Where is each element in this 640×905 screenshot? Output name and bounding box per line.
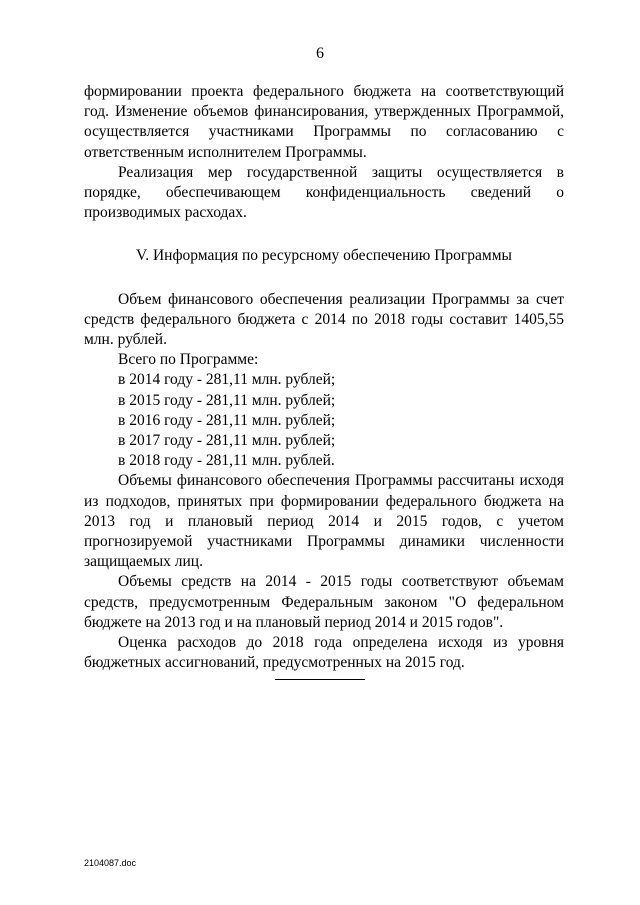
list-item: в 2018 году - 281,11 млн. рублей. (118, 452, 335, 470)
end-divider (275, 679, 365, 680)
section-heading: V. Информация по ресурсному обеспечению Программы (136, 247, 512, 265)
paragraph-federal-law: Объемы средств на 2014 - 2015 годы соответствуют объемам средств, предусмотренным Федеральным законом "О федеральном бюджете на 2013 год и на плановый период 2014 и 2015 годов". (84, 573, 564, 631)
paragraph-confidentiality: Реализация мер государственной защиты осуществляется в порядке, обеспечивающем конфиденциальность сведений о производимых расходах. (84, 163, 564, 222)
document-filename: 2104087.doc (84, 858, 137, 868)
list-intro: Всего по Программе: (118, 351, 259, 369)
funding-by-year-list (84, 370, 564, 471)
paragraph-continuation: формировании проекта федерального бюджета на соответствующий год. Изменение объемов финансирования, утвержденных Программой, осуществляется участниками Программы по согласованию с ответственным исполнителем Программы. (84, 83, 564, 161)
paragraph-estimate-2018: Оценка расходов до 2018 года определена исходя из уровня бюджетных ассигнований, предусмотренных на 2015 год. (84, 634, 564, 672)
list-item: в 2017 году - 281,11 млн. рублей; (118, 432, 336, 450)
document-body (84, 82, 564, 673)
list-item: в 2014 году - 281,11 млн. рублей; (118, 371, 336, 389)
list-item: в 2016 году - 281,11 млн. рублей; (118, 411, 336, 429)
paragraph-total-funding: Объем финансового обеспечения реализации Программы за счет средств федерального бюджета с 2014 по 2018 годы составит 1405,55 млн. рублей. (84, 290, 564, 349)
paragraph-calculation-basis: Объемы финансового обеспечения Программы рассчитаны исходя из подходов, принятых при формировании федерального бюджета на 2013 год и плановый период 2014 и 2015 годов, с учетом прогнозируемой участниками Программы динамики численности защищаемых лиц. (84, 472, 564, 571)
page-number: 6 (316, 45, 324, 62)
list-item: в 2015 году - 281,11 млн. рублей; (118, 391, 336, 409)
